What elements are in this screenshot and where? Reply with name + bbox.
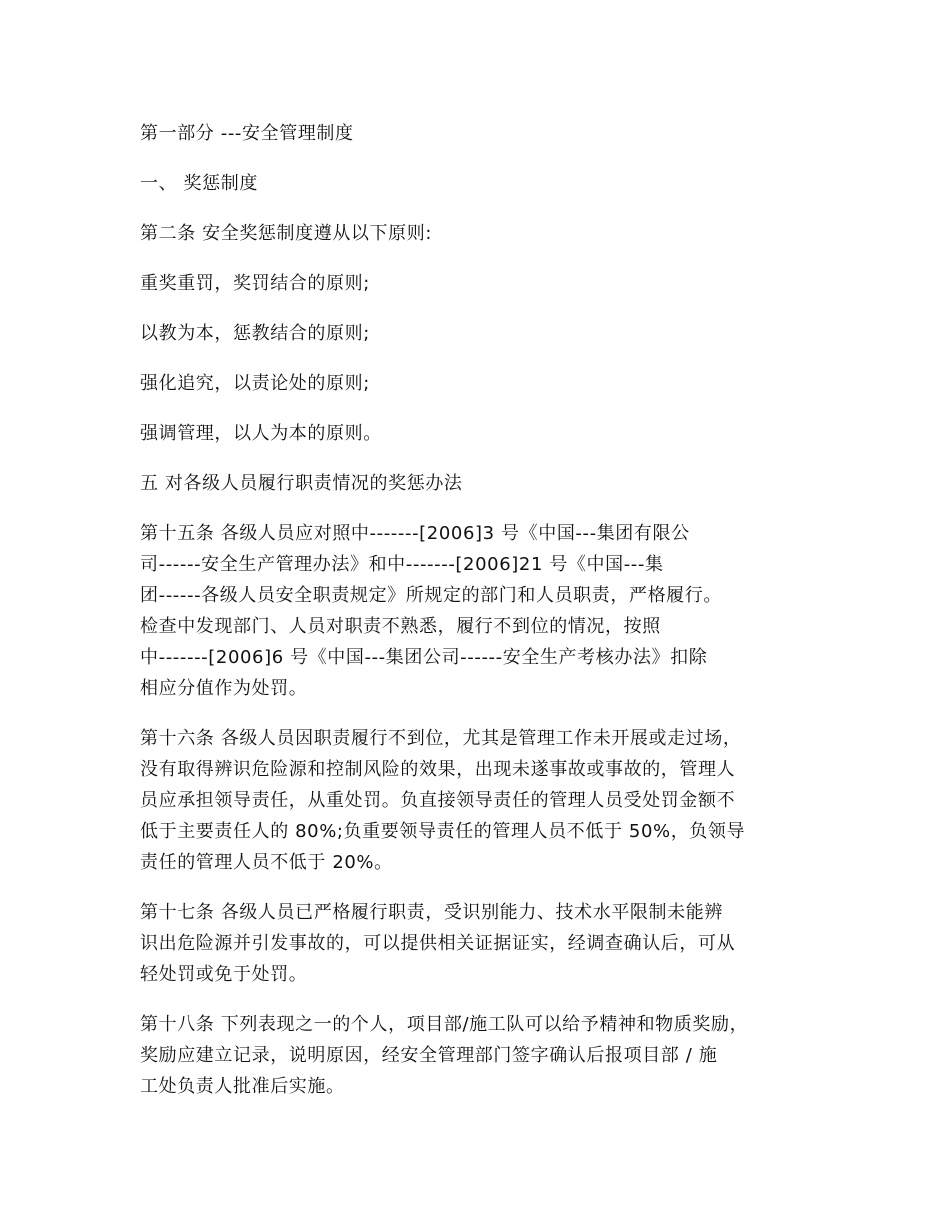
- text-line: 低于主要责任人的 80%;负重要领导责任的管理人员不低于 50%，负领导: [140, 821, 746, 842]
- text-line: 第一部分 ---安全管理制度: [140, 123, 354, 144]
- article-2: [140, 218, 830, 249]
- text-line: 第二条 安全奖惩制度遵从以下原则:: [140, 223, 432, 244]
- text-line: 以教为本，惩教结合的原则;: [140, 323, 370, 344]
- text-line: 没有取得辨识危险源和控制风险的效果，出现未遂事故或事故的，管理人: [140, 759, 736, 780]
- principle-3: [140, 368, 830, 399]
- text-line: 强化追究，以责论处的原则;: [140, 373, 370, 394]
- text-line: 工处负责人批准后实施。: [140, 1076, 345, 1097]
- text-line: 第十八条 下列表现之一的个人，项目部/施工队可以给予精神和物质奖励，: [140, 1014, 749, 1035]
- article-18: [140, 1009, 830, 1102]
- text-line: 员应承担领导责任，从重处罚。负直接领导责任的管理人员受处罚金额不: [140, 790, 736, 811]
- section-heading-rewards-penalties: [140, 168, 830, 199]
- text-line: 第十五条 各级人员应对照中-------[2006]3 号《中国---集团有限公: [140, 523, 690, 544]
- principle-1: [140, 268, 830, 299]
- text-line: 司------安全生产管理办法》和中-------[2006]21 号《中国---集: [140, 554, 664, 575]
- section-heading-duty-evaluation: [140, 468, 830, 499]
- text-line: 第十六条 各级人员因职责履行不到位，尤其是管理工作未开展或走过场，: [140, 728, 742, 749]
- principle-4: [140, 418, 830, 449]
- text-line: 识出危险源并引发事故的，可以提供相关证据证实，经调查确认后，可从: [140, 933, 736, 954]
- article-15: [140, 518, 830, 704]
- text-line: 奖励应建立记录，说明原因，经安全管理部门签字确认后报项目部 / 施: [140, 1045, 718, 1066]
- part-title: [140, 118, 830, 149]
- text-line: 重奖重罚，奖罚结合的原则;: [140, 273, 370, 294]
- article-17: [140, 897, 830, 990]
- article-16: [140, 723, 830, 878]
- text-line: 责任的管理人员不低于 20%。: [140, 852, 393, 873]
- text-line: 检查中发现部门、人员对职责不熟悉，履行不到位的情况，按照: [140, 616, 661, 637]
- text-line: 相应分值作为处罚。: [140, 678, 308, 699]
- text-line: 轻处罚或免于处罚。: [140, 964, 308, 985]
- document-body: [140, 118, 830, 1121]
- text-line: 五 对各级人员履行职责情况的奖惩办法: [140, 473, 463, 494]
- text-line: 一、 奖惩制度: [140, 173, 258, 194]
- text-line: 中-------[2006]6 号《中国---集团公司------安全生产考核办法》扣除: [140, 647, 708, 668]
- text-line: 强调管理，以人为本的原则。: [140, 423, 382, 444]
- text-line: 团------各级人员安全职责规定》所规定的部门和人员职责，严格履行。: [140, 585, 722, 606]
- principle-2: [140, 318, 830, 349]
- text-line: 第十七条 各级人员已严格履行职责，受识别能力、技术水平限制未能辨: [140, 902, 723, 923]
